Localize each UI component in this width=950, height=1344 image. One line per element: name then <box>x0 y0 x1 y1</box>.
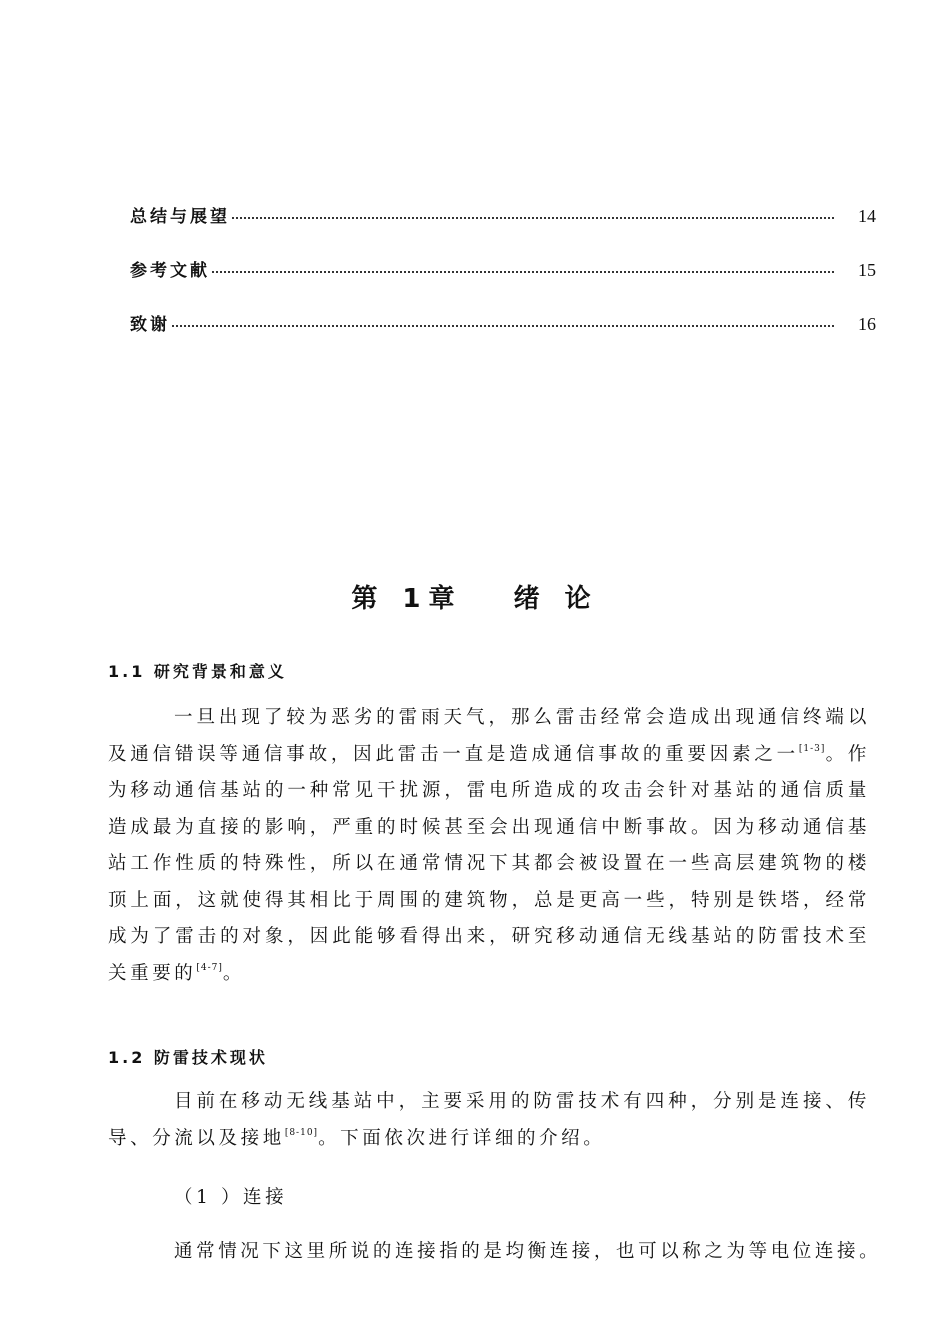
toc-label: 总结与展望 <box>130 207 230 227</box>
toc-entry[interactable] <box>130 202 876 256</box>
toc-label: 参考文献 <box>130 261 210 281</box>
toc-leader-dots <box>232 216 834 219</box>
citation: [4-7] <box>196 962 223 973</box>
paragraph-text: 目前在移动无线基站中，主要采用的防雷技术有四种，分别是连接、传导、分流以及接地 <box>108 1091 870 1149</box>
toc-page-number: 16 <box>858 314 876 334</box>
toc-entry[interactable] <box>130 310 876 364</box>
chapter-title: 第 1章 绪 论 <box>351 584 599 614</box>
body-paragraph <box>108 1084 870 1157</box>
body-paragraph: 通常情况下这里所说的连接指的是均衡连接，也可以称之为等电位连接。 <box>174 1241 882 1262</box>
paragraph-text: 。下面依次进行详细的介绍。 <box>318 1127 606 1149</box>
toc-entry[interactable] <box>130 256 876 310</box>
paragraph-text: 一旦出现了较为恶劣的雷雨天气，那么雷击经常会造成出现通信终端以及通信错误等通信事故，因此雷击一直是造成通信事故的重要因素之一 <box>108 707 870 765</box>
body-paragraph <box>108 700 870 992</box>
paragraph-text: 。 <box>222 962 246 984</box>
toc-leader-dots <box>212 270 834 273</box>
table-of-contents <box>130 202 876 364</box>
list-item: （1 ）连接 <box>174 1187 288 1208</box>
section-heading: 1.1 研究背景和意义 <box>108 662 287 681</box>
toc-leader-dots <box>172 324 834 327</box>
paragraph-text: 。作为移动通信基站的一种常见干扰源，雷电所造成的攻击会针对基站的通信质量造成最为直接的影响，严重的时候甚至会出现通信中断事故。因为移动通信基站工作性质的特殊性，所以在通常情况下其都会被设置在一些高层建筑物的楼顶上面，这就使得其相比于周围的建筑物，总是更高一些，特别是铁塔，经常成为了雷击的对象，因此能够看得出来，研究移动通信无线基站的防雷技术至关重要的 <box>108 743 870 984</box>
citation: [1-3] <box>798 743 826 754</box>
toc-page-number: 15 <box>858 260 876 280</box>
citation: [8-10] <box>284 1127 319 1138</box>
toc-page-number: 14 <box>858 206 876 226</box>
section-heading: 1.2 防雷技术现状 <box>108 1048 268 1067</box>
toc-label: 致谢 <box>130 315 170 335</box>
